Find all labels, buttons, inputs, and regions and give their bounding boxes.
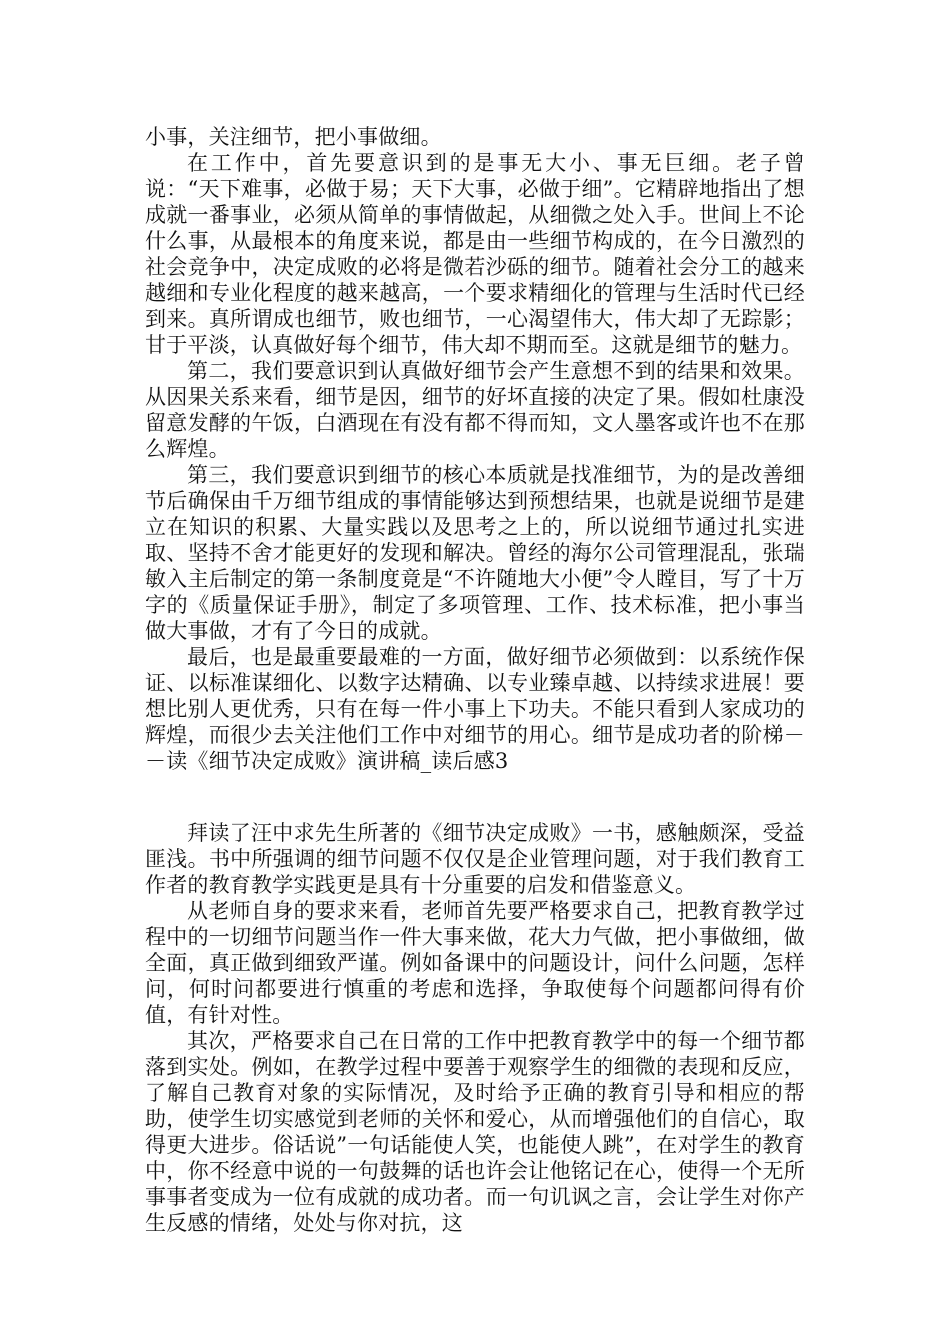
paragraph: 第三，我们要意识到细节的核心本质就是找准细节，为的是改善细节后确保由千万细节组成的事情能够达到预想结果，也就是说细节是建立在知识的积累、大量实践以及思考之上的，所以说细节通过扎实进取、坚持不舍才能更好的发现和解决。曾经的海尔公司管理混乱，张瑞敏入主后制定的第一条制度竟是“不许随地大小便”令人瞠目，写了十万字的《质量保证手册》，制定了多项管理、工作、技术标准，把小事当做大事做，才有了今日的成就。 — [145, 463, 805, 643]
paragraph: 拜读了汪中求先生所著的《细节决定成败》一书，感触颇深，受益匪浅。书中所强调的细节问题不仅仅是企业管理问题，对于我们教育工作者的教育教学实践更是具有十分重要的启发和借鉴意义。 — [145, 821, 805, 897]
text-section-b — [145, 820, 805, 1236]
paragraph: 在工作中，首先要意识到的是事无大小、事无巨细。老子曾说：“天下难事，必做于易；天下大事，必做于细”。它精辟地指出了想成就一番事业，必须从简单的事情做起，从细微之处入手。世间上不论什么事，从最根本的角度来说，都是由一些细节构成的，在今日激烈的社会竞争中，决定成败的必将是微若沙砾的细节。随着社会分工的越来越细和专业化程度的越来越高，一个要求精细化的管理与生活时代已经到来。真所谓成也细节，败也细节，一心渴望伟大，伟大却了无踪影；甘于平淡，认真做好每个细节，伟大却不期而至。这就是细节的魅力。 — [145, 151, 805, 357]
paragraph: 小事，关注细节，把小事做细。 — [145, 125, 442, 149]
paragraph: 第二，我们要意识到认真做好细节会产生意想不到的结果和效果。从因果关系来看，细节是因，细节的好坏直接的决定了果。假如杜康没留意发酵的午饭，白酒现在有没有都不得而知，文人墨客或许也不在那么辉煌。 — [145, 359, 805, 461]
text-section-a — [145, 124, 805, 774]
paragraph: 从老师自身的要求来看，老师首先要严格要求自己，把教育教学过程中的一切细节问题当作一件大事来做，花大力气做，把小事做细，做全面，真正做到细致严谨。例如备课中的问题设计，问什么问题，怎样问，何时问都要进行慎重的考虑和选择，争取使每个问题都问得有价值，有针对性。 — [145, 899, 805, 1027]
paragraph: 最后，也是最重要最难的一方面，做好细节必须做到：以系统作保证、以标准谋细化、以数字达精确、以专业臻卓越、以持续求进展！要想比别人更优秀，只有在每一件小事上下功夫。不能只看到人家成功的辉煌，而很少去关注他们工作中对细节的用心。细节是成功者的阶梯－－读《细节决定成败》演讲稿_读后感3 — [145, 645, 805, 773]
paragraph: 其次，严格要求自己在日常的工作中把教育教学中的每一个细节都落到实处。例如，在教学过程中要善于观察学生的细微的表现和反应，了解自己教育对象的实际情况，及时给予正确的教育引导和相应的帮助，使学生切实感觉到老师的关怀和爱心，从而增强他们的自信心，取得更大进步。俗话说”一句话能使人笑，也能使人跳”，在对学生的教育中，你不经意中说的一句鼓舞的话也许会让他铭记在心，使得一个无所事事者变成为一位有成就的成功者。而一句讥讽之言，会让学生对你产生反感的情绪，处处与你对抗，这 — [145, 1029, 805, 1235]
